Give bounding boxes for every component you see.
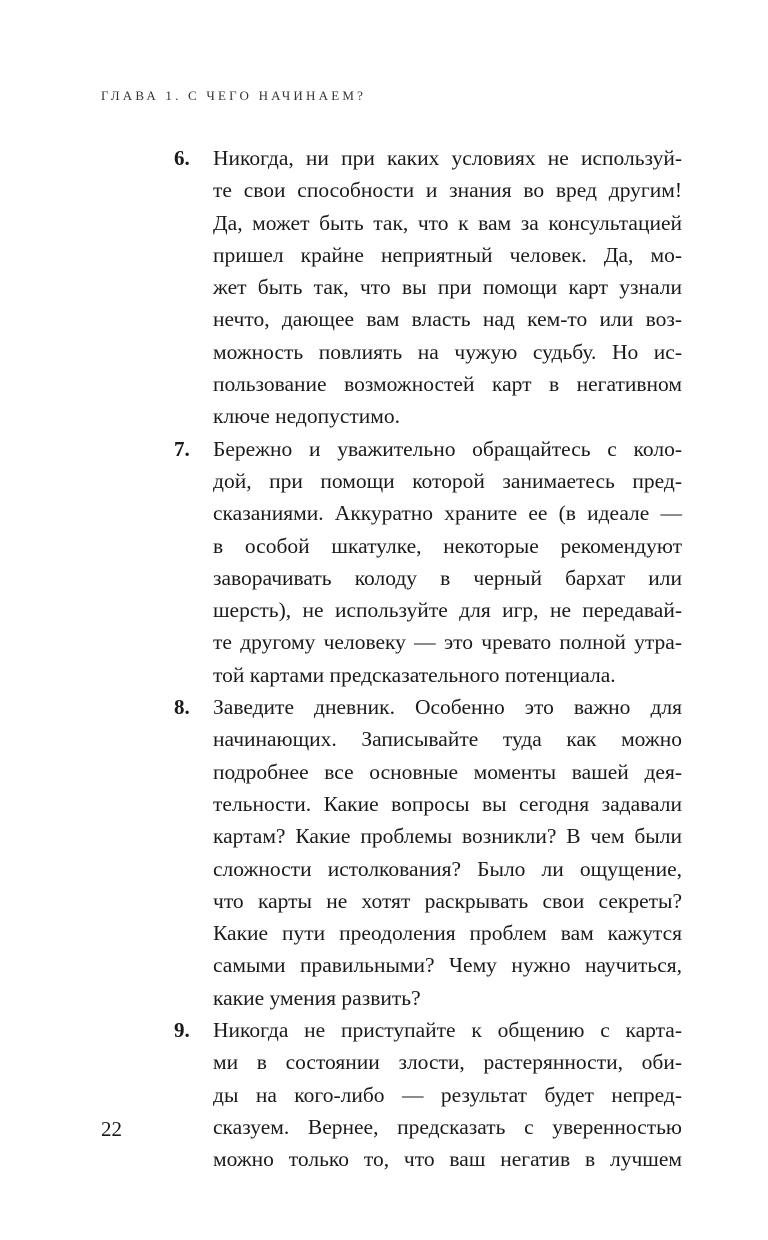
text-line: начинающих. Записывайте туда как можно [213, 727, 682, 752]
list-item [174, 1014, 682, 1175]
text-line: Какие пути преодоления проблем вам кажутся [213, 921, 682, 946]
text-line: те другому человеку — это чревато полной утра- [213, 630, 682, 655]
list-item-number: 8. [174, 695, 190, 720]
text-line: дой, при помощи которой занимаетесь пред- [213, 468, 682, 493]
text-line: Да, может быть так, что к вам за консультацией [213, 210, 682, 235]
text-line: Никогда, ни при каких условиях не используй- [213, 146, 682, 170]
text-line: заворачивать колоду в черный бархат или [213, 565, 682, 590]
text-line: тельности. Какие вопросы вы сегодня задавали [213, 791, 682, 816]
text-line: Заведите дневник. Особенно это важно для [213, 695, 682, 720]
text-line: самыми правильными? Чему нужно научиться, [213, 953, 682, 978]
text-line: сказаниями. Аккуратно храните ее (в идеале — [213, 501, 682, 526]
list-item-number: 6. [174, 146, 190, 170]
list-item [174, 691, 682, 1014]
text-line: что карты не хотят раскрывать свои секреты? [213, 888, 682, 913]
text-line: ключе недопустимо. [213, 404, 401, 429]
text-line: подробнее все основные моменты вашей дея- [213, 759, 682, 784]
page-number: 22 [101, 1117, 122, 1141]
list-item [174, 142, 682, 433]
text-line: сказуем. Вернее, предсказать с уверенностью [213, 1114, 682, 1139]
text-line: нечто, дающее вам власть над кем-то или воз- [213, 307, 682, 332]
text-line: можность повлиять на чужую судьбу. Но ис- [213, 339, 682, 364]
text-line: Бережно и уважительно обращайтесь с коло- [213, 436, 682, 461]
text-line: можно только то, что ваш негатив в лучшем [213, 1147, 682, 1172]
text-line: шерсть), не используйте для игр, не передавай- [213, 598, 682, 623]
text-line: какие умения развить? [213, 985, 421, 1010]
text-line: ми в состоянии злости, растерянности, оби- [213, 1050, 682, 1075]
text-line: пришел крайне неприятный человек. Да, мо- [213, 242, 682, 267]
text-line: Никогда не приступайте к общению с карта- [213, 1018, 682, 1043]
text-line: картам? Какие проблемы возникли? В чем были [213, 824, 682, 849]
text-line: ды на кого-либо — результат будет непред- [213, 1082, 682, 1107]
running-head: ГЛАВА 1. С ЧЕГО НАЧИНАЕМ? [101, 88, 367, 103]
text-line: той картами предсказательного потенциала. [213, 662, 616, 687]
text-line: пользование возможностей карт в негативном [213, 372, 682, 397]
numbered-list [174, 142, 682, 1176]
text-line: в особой шкатулке, некоторые рекомендуют [213, 533, 682, 558]
list-item-number: 9. [174, 1018, 190, 1043]
list-item-number: 7. [174, 436, 190, 461]
text-line: жет быть так, что вы при помощи карт узнали [213, 275, 682, 300]
text-line: сложности истолкования? Было ли ощущение, [213, 856, 682, 881]
list-item [174, 433, 682, 691]
text-line: те свои способности и знания во вред другим! [213, 178, 682, 203]
